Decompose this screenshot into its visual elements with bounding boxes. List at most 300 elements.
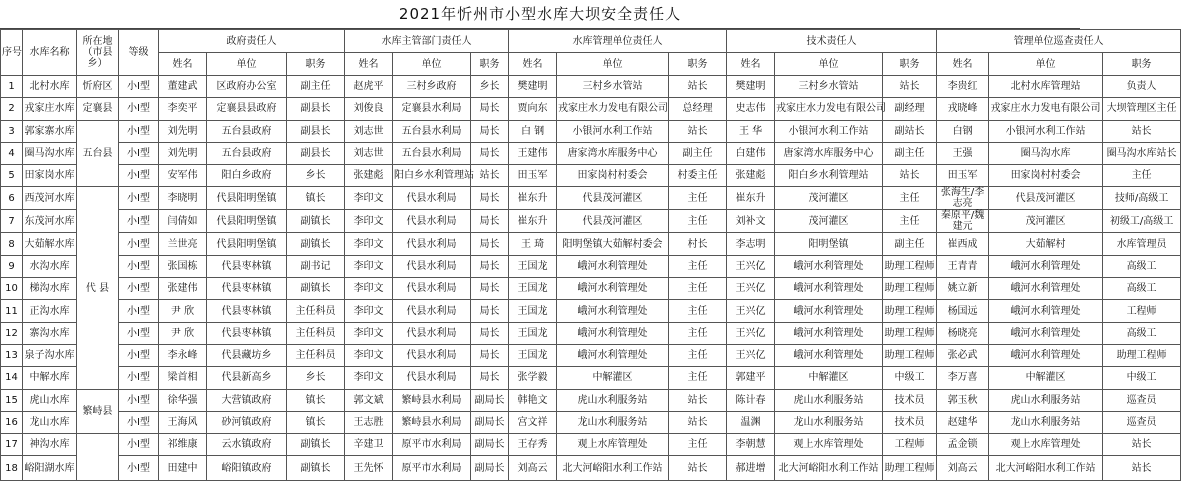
cell-dept-unit: 代县水利局 [393,322,471,344]
header-sub-position: 职务 [1103,53,1181,76]
cell-gov-position: 镇长 [287,411,345,433]
cell-patrol-name: 姚立新 [937,278,989,300]
cell-mgmt-name: 崔东升 [509,187,557,210]
cell-gov-unit: 代县枣林镇 [207,278,287,300]
cell-patrol-name: 戎晓峰 [937,98,989,120]
cell-tech-unit: 峨河水利管理处 [775,255,883,277]
table-row [1,233,1181,255]
cell-dept-position: 局长 [471,210,509,233]
cell-dept-unit: 五台县水利局 [393,120,471,142]
table-row [1,322,1181,344]
cell-grade: 小Ⅰ型 [119,411,159,433]
cell-mgmt-position: 主任 [669,434,727,456]
cell-dept-name: 李印文 [345,278,393,300]
table-row [1,142,1181,164]
cell-tech-position: 中级工 [883,367,937,389]
cell-mgmt-position: 主任 [669,322,727,344]
cell-grade: 小Ⅰ型 [119,165,159,187]
cell-county: 代 县 [77,187,119,389]
cell-dept-unit: 阳白乡水利管理站 [393,165,471,187]
cell-dept-name: 刘志世 [345,142,393,164]
cell-patrol-unit: 峨河水利管理处 [989,344,1103,366]
table-row [1,210,1181,233]
header-county: 所在地（市县乡） [77,30,119,76]
header-sub-unit: 单位 [989,53,1103,76]
header-row-sub [1,53,1181,76]
cell-dept-unit: 原平市水利局 [393,456,471,481]
table-row [1,344,1181,366]
cell-dept-name: 李印文 [345,187,393,210]
cell-dept-unit: 代县水利局 [393,255,471,277]
cell-dept-unit: 代县水利局 [393,367,471,389]
header-sub-position: 职务 [287,53,345,76]
cell-dept-position: 站长 [471,165,509,187]
cell-mgmt-unit: 观上水库管理处 [557,434,669,456]
cell-gov-position: 主任科员 [287,300,345,322]
cell-tech-position: 站长 [883,76,937,98]
cell-gov-position: 副书记 [287,255,345,277]
cell-seq: 3 [1,120,23,142]
table-row [1,278,1181,300]
cell-patrol-position: 站长 [1103,120,1181,142]
cell-dept-name: 李印文 [345,344,393,366]
cell-seq: 10 [1,278,23,300]
cell-tech-unit: 阳白乡水利管理站 [775,165,883,187]
cell-mgmt-name: 张学毅 [509,367,557,389]
cell-patrol-name: 杨国远 [937,300,989,322]
cell-mgmt-position: 站长 [669,389,727,411]
cell-tech-name: 史志伟 [727,98,775,120]
cell-reservoir-name: 北村水库 [23,76,77,98]
header-reservoir-name: 水库名称 [23,30,77,76]
cell-gov-unit: 代县枣林镇 [207,300,287,322]
cell-patrol-unit: 小银河水利工作站 [989,120,1103,142]
cell-tech-unit: 唐家湾水库服务中心 [775,142,883,164]
cell-tech-unit: 茂河灌区 [775,187,883,210]
cell-seq: 14 [1,367,23,389]
header-sub-name: 姓名 [937,53,989,76]
cell-gov-name: 李晓明 [159,187,207,210]
cell-dept-unit: 代县水利局 [393,278,471,300]
cell-seq: 7 [1,210,23,233]
cell-mgmt-position: 主任 [669,367,727,389]
cell-gov-position: 副县长 [287,120,345,142]
cell-gov-name: 王海风 [159,411,207,433]
cell-dept-unit: 定襄县水利局 [393,98,471,120]
cell-patrol-name: 杨晓亮 [937,322,989,344]
cell-mgmt-name: 崔东升 [509,210,557,233]
cell-gov-name: 张建伟 [159,278,207,300]
cell-tech-unit: 中解灌区 [775,367,883,389]
cell-reservoir-name: 峪阳湖水库 [23,456,77,481]
cell-dept-position: 乡长 [471,76,509,98]
cell-mgmt-unit: 阳明堡镇大茹解村委会 [557,233,669,255]
cell-tech-unit: 三村乡水管站 [775,76,883,98]
table-row [1,389,1181,411]
cell-gov-unit: 五台县政府 [207,142,287,164]
cell-tech-name: 白建伟 [727,142,775,164]
cell-county: 繁峙县 [77,389,119,434]
cell-tech-unit: 峨河水利管理处 [775,278,883,300]
cell-grade: 小Ⅰ型 [119,300,159,322]
cell-gov-unit: 代县藏坊乡 [207,344,287,366]
cell-dept-position: 副局长 [471,389,509,411]
cell-dept-name: 王先怀 [345,456,393,481]
cell-mgmt-name: 樊建明 [509,76,557,98]
cell-gov-position: 副主任 [287,76,345,98]
header-sub-name: 姓名 [727,53,775,76]
cell-grade: 小Ⅰ型 [119,76,159,98]
cell-dept-position: 局长 [471,120,509,142]
cell-patrol-position: 巡查员 [1103,389,1181,411]
cell-patrol-position: 巡查员 [1103,411,1181,433]
table-row [1,300,1181,322]
cell-seq: 9 [1,255,23,277]
cell-reservoir-name: 西茂河水库 [23,187,77,210]
cell-tech-name: 王兴亿 [727,344,775,366]
cell-tech-name: 崔东升 [727,187,775,210]
cell-tech-name: 郝进增 [727,456,775,481]
header-seq: 序号 [1,30,23,76]
table-row [1,434,1181,456]
cell-dept-unit: 原平市水利局 [393,434,471,456]
table-row [1,411,1181,433]
cell-seq: 18 [1,456,23,481]
cell-patrol-name: 王青青 [937,255,989,277]
cell-gov-unit: 大营镇政府 [207,389,287,411]
cell-gov-unit: 代县新高乡 [207,367,287,389]
cell-dept-name: 郭文斌 [345,389,393,411]
cell-mgmt-unit: 中解灌区 [557,367,669,389]
cell-gov-unit: 代县阳明堡镇 [207,233,287,255]
cell-seq: 13 [1,344,23,366]
cell-grade: 小Ⅰ型 [119,322,159,344]
header-sub-position: 职务 [669,53,727,76]
cell-tech-position: 工程师 [883,434,937,456]
cell-mgmt-name: 王国龙 [509,278,557,300]
header-sub-name: 姓名 [509,53,557,76]
cell-gov-name: 刘先明 [159,120,207,142]
cell-grade: 小Ⅰ型 [119,344,159,366]
cell-reservoir-name: 神沟水库 [23,434,77,456]
cell-tech-position: 副主任 [883,233,937,255]
table-row [1,187,1181,210]
cell-dept-name: 王志胜 [345,411,393,433]
cell-dept-position: 副局长 [471,434,509,456]
cell-mgmt-position: 村长 [669,233,727,255]
cell-gov-position: 副镇长 [287,456,345,481]
cell-tech-name: 郭建平 [727,367,775,389]
cell-dept-name: 李印文 [345,300,393,322]
cell-gov-name: 田建中 [159,456,207,481]
cell-patrol-unit: 代县茂河灌区 [989,187,1103,210]
responsibility-table [0,29,1181,481]
header-group-patrol: 管理单位巡查责任人 [937,30,1181,53]
cell-patrol-position: 技师/高级工 [1103,187,1181,210]
cell-patrol-unit: 峨河水利管理处 [989,322,1103,344]
cell-dept-name: 刘俊良 [345,98,393,120]
cell-gov-unit: 定襄县县政府 [207,98,287,120]
table-row [1,255,1181,277]
cell-gov-position: 乡长 [287,367,345,389]
cell-tech-unit: 龙山水利服务站 [775,411,883,433]
cell-tech-position: 副站长 [883,120,937,142]
cell-tech-unit: 戎家庄水力发电有限公司 [775,98,883,120]
cell-dept-name: 李印文 [345,322,393,344]
cell-gov-unit: 代县枣林镇 [207,255,287,277]
cell-mgmt-unit: 代县茂河灌区 [557,187,669,210]
cell-seq: 17 [1,434,23,456]
cell-gov-position: 副镇长 [287,278,345,300]
cell-county: 定襄县 [77,98,119,120]
cell-patrol-unit: 观上水库管理处 [989,434,1103,456]
cell-reservoir-name: 水沟水库 [23,255,77,277]
cell-grade: 小Ⅰ型 [119,389,159,411]
cell-tech-name: 王兴亿 [727,278,775,300]
cell-mgmt-unit: 龙山水利服务站 [557,411,669,433]
cell-dept-position: 局长 [471,98,509,120]
cell-mgmt-position: 总经理 [669,98,727,120]
cell-gov-position: 主任科员 [287,344,345,366]
cell-patrol-position: 主任 [1103,165,1181,187]
cell-mgmt-position: 站长 [669,120,727,142]
header-group-government: 政府责任人 [159,30,345,53]
cell-seq: 11 [1,300,23,322]
cell-dept-name: 辛建卫 [345,434,393,456]
cell-grade: 小Ⅰ型 [119,142,159,164]
header-grade: 等级 [119,30,159,76]
cell-county: 五台县 [77,120,119,187]
cell-patrol-name: 田玉军 [937,165,989,187]
cell-dept-position: 局长 [471,278,509,300]
cell-patrol-position: 高级工 [1103,322,1181,344]
cell-gov-name: 祁维康 [159,434,207,456]
cell-patrol-position: 中级工 [1103,367,1181,389]
cell-dept-unit: 代县水利局 [393,210,471,233]
cell-patrol-unit: 龙山水利服务站 [989,411,1103,433]
cell-patrol-unit: 田家岗村村委会 [989,165,1103,187]
cell-gov-name: 刘先明 [159,142,207,164]
cell-tech-position: 助理工程师 [883,255,937,277]
cell-seq: 2 [1,98,23,120]
cell-tech-name: 王兴亿 [727,300,775,322]
cell-patrol-position: 高级工 [1103,255,1181,277]
cell-patrol-name: 李贵红 [937,76,989,98]
cell-patrol-position: 站长 [1103,434,1181,456]
cell-tech-unit: 观上水库管理处 [775,434,883,456]
cell-dept-name: 李印文 [345,255,393,277]
cell-tech-unit: 北大河峪阳水利工作站 [775,456,883,481]
cell-seq: 1 [1,76,23,98]
cell-patrol-position: 工程师 [1103,300,1181,322]
cell-tech-name: 樊建明 [727,76,775,98]
header-sub-position: 职务 [471,53,509,76]
cell-dept-position: 局长 [471,187,509,210]
header-row-groups [1,30,1181,53]
cell-patrol-unit: 戎家庄水力发电有限公司 [989,98,1103,120]
cell-patrol-name: 郭玉秋 [937,389,989,411]
cell-mgmt-name: 王建伟 [509,142,557,164]
cell-tech-position: 技术员 [883,389,937,411]
cell-mgmt-unit: 峨河水利管理处 [557,278,669,300]
cell-mgmt-name: 王存秀 [509,434,557,456]
cell-tech-unit: 峨河水利管理处 [775,300,883,322]
cell-tech-position: 主任 [883,187,937,210]
cell-patrol-position: 助理工程师 [1103,344,1181,366]
cell-dept-unit: 代县水利局 [393,300,471,322]
cell-gov-position: 副镇长 [287,210,345,233]
cell-reservoir-name: 寨沟水库 [23,322,77,344]
cell-mgmt-position: 主任 [669,278,727,300]
cell-dept-position: 局长 [471,142,509,164]
table-row [1,367,1181,389]
cell-reservoir-name: 圈马沟水库 [23,142,77,164]
cell-tech-position: 助理工程师 [883,344,937,366]
cell-seq: 8 [1,233,23,255]
cell-grade: 小Ⅰ型 [119,367,159,389]
cell-patrol-name: 秦原平/魏建元 [937,210,989,233]
header-group-management: 水库管理单位责任人 [509,30,727,53]
cell-tech-position: 助理工程师 [883,322,937,344]
header-sub-unit: 单位 [393,53,471,76]
cell-reservoir-name: 梯沟水库 [23,278,77,300]
cell-grade: 小Ⅰ型 [119,434,159,456]
cell-tech-position: 助理工程师 [883,278,937,300]
cell-gov-position: 镇长 [287,187,345,210]
cell-gov-unit: 砂河镇政府 [207,411,287,433]
cell-mgmt-position: 副主任 [669,142,727,164]
cell-reservoir-name: 中解水库 [23,367,77,389]
cell-grade: 小Ⅰ型 [119,255,159,277]
cell-dept-unit: 代县水利局 [393,344,471,366]
cell-gov-name: 尹 欣 [159,322,207,344]
table-row [1,120,1181,142]
cell-reservoir-name: 泉子沟水库 [23,344,77,366]
cell-mgmt-unit: 峨河水利管理处 [557,322,669,344]
cell-tech-unit: 峨河水利管理处 [775,344,883,366]
cell-mgmt-unit: 峨河水利管理处 [557,255,669,277]
cell-tech-position: 主任 [883,210,937,233]
cell-patrol-name: 赵建华 [937,411,989,433]
cell-dept-name: 李印文 [345,367,393,389]
cell-mgmt-position: 主任 [669,300,727,322]
cell-mgmt-name: 刘高云 [509,456,557,481]
cell-mgmt-name: 王国龙 [509,344,557,366]
cell-reservoir-name: 虎山水库 [23,389,77,411]
cell-grade: 小Ⅰ型 [119,210,159,233]
cell-tech-position: 助理工程师 [883,456,937,481]
cell-reservoir-name: 正沟水库 [23,300,77,322]
cell-patrol-name: 孟金锁 [937,434,989,456]
header-sub-unit: 单位 [775,53,883,76]
cell-gov-name: 李奕平 [159,98,207,120]
cell-patrol-position: 水库管理员 [1103,233,1181,255]
cell-patrol-unit: 峨河水利管理处 [989,255,1103,277]
cell-mgmt-unit: 小银河水利工作站 [557,120,669,142]
cell-tech-name: 张建彪 [727,165,775,187]
cell-seq: 16 [1,411,23,433]
page-title: 2021年忻州市小型水库大坝安全责任人 [0,0,1080,29]
cell-mgmt-position: 站长 [669,456,727,481]
cell-seq: 4 [1,142,23,164]
cell-patrol-name: 李万喜 [937,367,989,389]
cell-mgmt-unit: 田家岗村村委会 [557,165,669,187]
cell-dept-position: 局长 [471,300,509,322]
cell-gov-unit: 代县阳明堡镇 [207,187,287,210]
cell-seq: 15 [1,389,23,411]
cell-dept-position: 局长 [471,255,509,277]
cell-reservoir-name: 大茹解水库 [23,233,77,255]
cell-patrol-unit: 北大河峪阳水利工作站 [989,456,1103,481]
cell-tech-position: 技术员 [883,411,937,433]
cell-dept-unit: 繁峙县水利局 [393,389,471,411]
cell-mgmt-name: 王国龙 [509,300,557,322]
cell-patrol-name: 张必武 [937,344,989,366]
header-sub-name: 姓名 [159,53,207,76]
cell-gov-position: 乡长 [287,165,345,187]
cell-tech-name: 温渊 [727,411,775,433]
cell-dept-name: 赵虎平 [345,76,393,98]
cell-mgmt-position: 站长 [669,76,727,98]
cell-tech-unit: 虎山水利服务站 [775,389,883,411]
cell-tech-position: 副主任 [883,142,937,164]
cell-dept-unit: 三村乡政府 [393,76,471,98]
header-sub-unit: 单位 [557,53,669,76]
cell-patrol-name: 王强 [937,142,989,164]
cell-tech-position: 副经理 [883,98,937,120]
cell-gov-name: 梁首相 [159,367,207,389]
cell-dept-name: 李印文 [345,210,393,233]
table-row [1,76,1181,98]
cell-county: 忻府区 [77,76,119,98]
cell-tech-name: 王兴亿 [727,255,775,277]
cell-gov-name: 安军伟 [159,165,207,187]
table-row [1,456,1181,481]
cell-seq: 12 [1,322,23,344]
cell-mgmt-unit: 峨河水利管理处 [557,300,669,322]
cell-reservoir-name: 东茂河水库 [23,210,77,233]
cell-mgmt-name: 宫文祥 [509,411,557,433]
cell-seq: 6 [1,187,23,210]
cell-patrol-unit: 圈马沟水库 [989,142,1103,164]
cell-mgmt-position: 主任 [669,255,727,277]
cell-patrol-unit: 茂河灌区 [989,210,1103,233]
cell-tech-position: 站长 [883,165,937,187]
header-sub-position: 职务 [883,53,937,76]
cell-patrol-name: 崔西成 [937,233,989,255]
cell-mgmt-position: 站长 [669,411,727,433]
cell-dept-name: 张建彪 [345,165,393,187]
cell-dept-position: 局长 [471,344,509,366]
cell-grade: 小Ⅰ型 [119,120,159,142]
cell-gov-name: 李永峰 [159,344,207,366]
cell-gov-unit: 阳白乡政府 [207,165,287,187]
cell-mgmt-name: 王国龙 [509,255,557,277]
cell-tech-unit: 小银河水利工作站 [775,120,883,142]
cell-mgmt-position: 主任 [669,210,727,233]
cell-gov-name: 闫倩如 [159,210,207,233]
cell-mgmt-name: 王国龙 [509,322,557,344]
cell-grade: 小Ⅰ型 [119,233,159,255]
cell-patrol-unit: 中解灌区 [989,367,1103,389]
cell-mgmt-unit: 北大河峪阳水利工作站 [557,456,669,481]
cell-gov-position: 镇长 [287,389,345,411]
cell-mgmt-unit: 戎家庄水力发电有限公司 [557,98,669,120]
cell-gov-name: 尹 欣 [159,300,207,322]
cell-patrol-position: 站长 [1103,456,1181,481]
cell-dept-unit: 代县水利局 [393,187,471,210]
cell-dept-position: 副局长 [471,456,509,481]
